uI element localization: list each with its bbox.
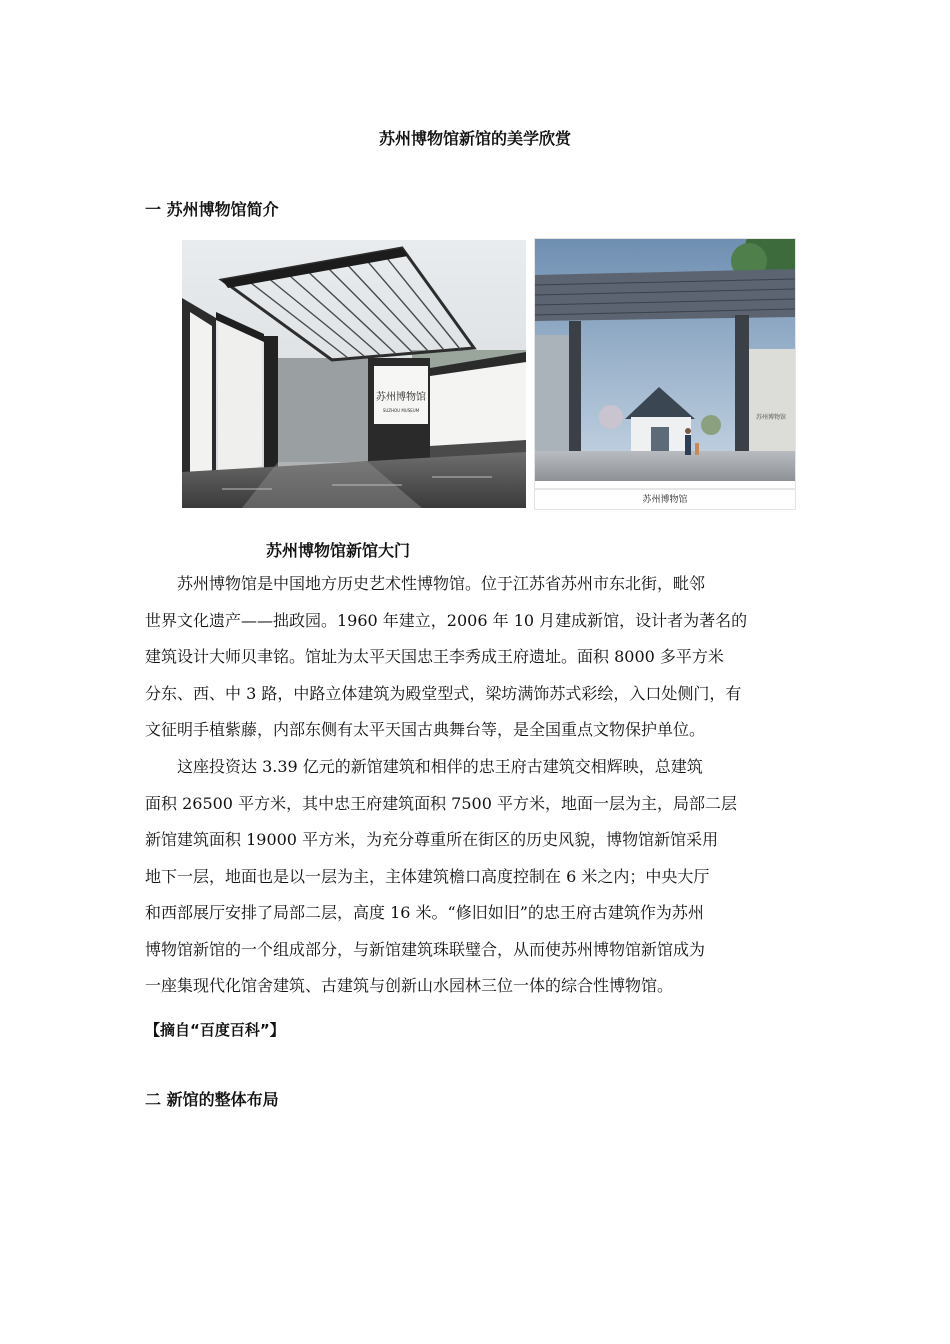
paragraph-line: 一座集现代化馆舍建筑、古建筑与创新山水园林三位一体的综合性博物馆。 xyxy=(145,976,674,995)
paragraph-line: 建筑设计大师贝聿铭。馆址为太平天国忠王李秀成王府遗址。面积 8000 多平方米 xyxy=(145,647,724,666)
source-citation: 【摘自“百度百科”】 xyxy=(145,1021,285,1039)
intro-paragraph-2 xyxy=(145,749,807,1005)
gate-sign-en: SUZHOU MUSEUM xyxy=(382,408,420,413)
svg-text:苏州博物馆: 苏州博物馆 xyxy=(755,414,787,421)
museum-entrance-rendering xyxy=(534,238,796,510)
rendering-logo: 苏州博物馆 xyxy=(642,495,688,505)
section-heading-intro: 一 苏州博物馆简介 xyxy=(145,200,279,219)
paragraph-line: 这座投资达 3.39 亿元的新馆建筑和相伴的忠王府古建筑交相辉映，总建筑 xyxy=(177,757,703,776)
paragraph-line: 新馆建筑面积 19000 平方米，为充分尊重所在街区的历史风貌，博物馆新馆采用 xyxy=(145,830,719,849)
gate-sign-cn: 苏州博物馆 xyxy=(376,392,426,403)
image-caption: 苏州博物馆新馆大门 xyxy=(266,541,411,560)
document-title: 苏州博物馆新馆的美学欣赏 xyxy=(378,129,571,148)
section-heading-layout: 二 新馆的整体布局 xyxy=(145,1090,279,1109)
paragraph-line: 博物馆新馆的一个组成部分，与新馆建筑珠联璧合，从而使苏州博物馆新馆成为 xyxy=(145,939,706,959)
paragraph-line: 世界文化遗产——拙政园。1960 年建立，2006 年 10 月建成新馆，设计者为著名的 xyxy=(145,610,748,630)
paragraph-line: 地下一层，地面也是以一层为主，主体建筑檐口高度控制在 6 米之内；中央大厅 xyxy=(145,866,710,886)
paragraph-line: 面积 26500 平方米，其中忠王府建筑面积 7500 平方米，地面一层为主，局部二层 xyxy=(145,793,737,813)
paragraph-line: 分东、西、中 3 路，中路立体建筑为殿堂型式，梁坊满饰苏式彩绘，入口处侧门，有 xyxy=(145,683,742,703)
paragraph-line: 文征明手植紫藤，内部东侧有太平天国古典舞台等，是全国重点文物保护单位。 xyxy=(145,720,706,739)
paragraph-line: 苏州博物馆是中国地方历史艺术性博物馆。位于江苏省苏州市东北街，毗邻 xyxy=(177,574,706,593)
paragraph-line: 和西部展厅安排了局部二层，高度 16 米。“修旧如旧”的忠王府古建筑作为苏州 xyxy=(145,903,704,922)
intro-paragraph-1 xyxy=(145,566,807,749)
museum-gate-photo xyxy=(182,240,526,508)
